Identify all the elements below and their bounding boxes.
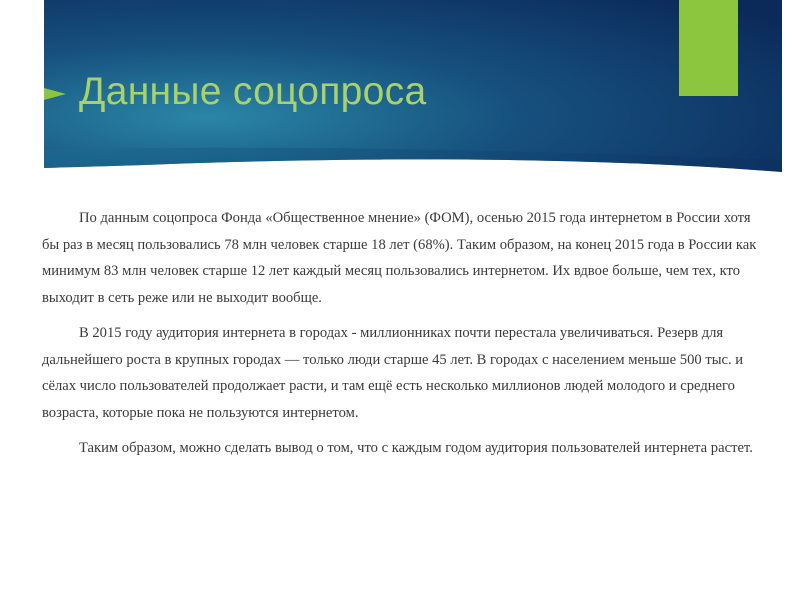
arrow-right-icon <box>44 84 66 104</box>
accent-bar <box>679 0 738 96</box>
slide-body <box>42 205 766 471</box>
slide-title: Данные соцопроса <box>79 70 427 113</box>
paragraph: По данным соцопроса Фонда «Общественное мнение» (ФОМ), осенью 2015 года интернетом в России хотя бы раз в месяц пользовались 78 млн человек старше 18 лет (68%). Таким образом, на конец 2015 года в России как минимум 83 млн человек старше 12 лет каждый месяц пользовались интернетом. Их вдвое больше, чем тех, кто выходит в сеть реже или не выходит вообще. <box>42 210 757 306</box>
paragraph: Таким образом, можно сделать вывод о том, что с каждым годом аудитория пользователей интернета растет. <box>79 440 753 456</box>
title-row <box>44 66 426 118</box>
paragraph: В 2015 году аудитория интернета в городах - миллионниках почти перестала увеличиваться. Резерв для дальнейшего роста в крупных городах — только люди старше 45 лет. В городах с населением меньше 500 тыс. и сёлах число пользователей продолжает расти, и там ещё есть несколько миллионов людей молодого и среднего возраста, которые пока не пользуются интернетом. <box>42 325 744 421</box>
